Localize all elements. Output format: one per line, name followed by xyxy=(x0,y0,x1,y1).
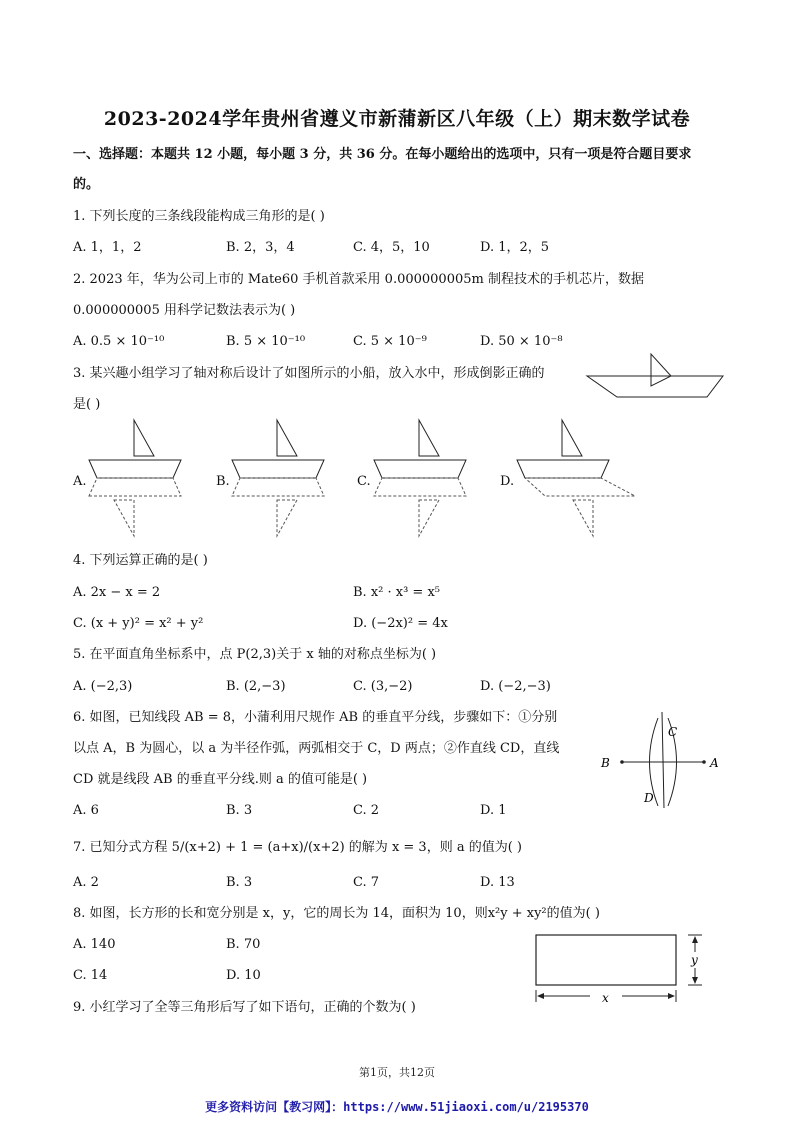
q7-option-b: B. 3 xyxy=(226,875,253,890)
q3-stem-line2: 是( ) xyxy=(73,397,101,412)
q8-stem: 8. 如图，长方形的长和宽分别是 x，y，它的周长为 14，面积为 10，则x²y + xy²的值为( ) xyxy=(73,906,600,921)
q8-height-label: y xyxy=(691,953,698,967)
q5-option-d: D. (−2,−3) xyxy=(480,679,551,694)
q1-option-b: B. 2，3，4 xyxy=(226,240,295,255)
q6-point-c-label: C xyxy=(668,725,678,739)
q6-stem-line2: 以点 A，B 为圆心，以 a 为半径作弧，两弧相交于 C，D 两点；②作直线 CD，直线 xyxy=(73,741,560,756)
q5-option-c: C. (3,−2) xyxy=(353,679,413,694)
q4-option-c: C. (x + y)² = x² + y² xyxy=(73,616,204,631)
q2-stem-line2: 0.000000005 用科学记数法表示为( ) xyxy=(73,303,296,318)
q4-stem: 4. 下列运算正确的是( ) xyxy=(73,553,208,568)
q3-option-c-label: C. xyxy=(357,474,371,489)
q8-option-a: A. 140 xyxy=(73,937,116,952)
q2-option-d: D. 50 × 10⁻⁸ xyxy=(480,334,563,349)
q6-point-b-label: B xyxy=(601,756,610,770)
q6-option-b: B. 3 xyxy=(226,803,253,818)
q3-stem-line1: 3. 某兴趣小组学习了轴对称后设计了如图所示的小船，放入水中，形成倒影正确的 xyxy=(73,366,545,381)
q8-option-c: C. 14 xyxy=(73,968,108,983)
q4-option-b: B. x² · x³ = x⁵ xyxy=(353,585,441,600)
q1-option-c: C. 4，5，10 xyxy=(353,240,430,255)
q7-option-d: D. 13 xyxy=(480,875,515,890)
q3-option-d-label: D. xyxy=(500,474,515,489)
page-number: 第1页，共12页 xyxy=(359,1066,435,1079)
q1-option-a: A. 1，1，2 xyxy=(73,240,142,255)
q6-perpendicular-bisector-figure xyxy=(596,710,726,810)
q8-option-b: B. 70 xyxy=(226,937,261,952)
q1-stem: 1. 下列长度的三条线段能构成三角形的是( ) xyxy=(73,209,325,224)
q6-option-a: A. 6 xyxy=(73,803,99,818)
q1-option-d: D. 1，2，5 xyxy=(480,240,550,255)
q3-option-b-figure xyxy=(230,418,340,538)
q5-option-b: B. (2,−3) xyxy=(226,679,286,694)
q2-option-c: C. 5 × 10⁻⁹ xyxy=(353,334,427,349)
q9-stem: 9. 小红学习了全等三角形后写了如下语句，正确的个数为( ) xyxy=(73,1000,416,1015)
page-title: 2023-2024学年贵州省遵义市新蒲新区八年级（上）期末数学试卷 xyxy=(103,108,691,130)
q4-option-d: D. (−2x)² = 4x xyxy=(353,616,448,631)
q4-option-a: A. 2x − x = 2 xyxy=(73,585,161,600)
q3-option-b-label: B. xyxy=(216,474,230,489)
q5-option-a: A. (−2,3) xyxy=(73,679,133,694)
q6-stem-line3: CD 就是线段 AB 的垂直平分线.则 a 的值可能是( ) xyxy=(73,772,368,787)
section-header-line1: 一、选择题：本题共 12 小题，每小题 3 分，共 36 分。在每小题给出的选项中，只有一项是符合题目要求 xyxy=(73,147,692,162)
q5-stem: 5. 在平面直角坐标系中，点 P(2,3)关于 x 轴的对称点坐标为( ) xyxy=(73,647,437,662)
q7-option-a: A. 2 xyxy=(73,875,99,890)
q3-option-a-figure xyxy=(87,418,197,538)
q8-option-d: D. 10 xyxy=(226,968,261,983)
q3-option-d-figure xyxy=(515,418,645,538)
q3-reference-boat-figure xyxy=(585,352,725,402)
q8-rectangle-figure xyxy=(530,930,710,1010)
q2-option-a: A. 0.5 × 10⁻¹⁰ xyxy=(73,334,165,349)
q2-stem-line1: 2. 2023 年，华为公司上市的 Mate60 手机首款采用 0.000000005m 制程技术的手机芯片，数据 xyxy=(73,272,644,287)
section-header-line2: 的。 xyxy=(73,177,100,192)
q6-point-d-label: D xyxy=(644,791,654,805)
q2-option-b: B. 5 × 10⁻¹⁰ xyxy=(226,334,306,349)
q8-width-label: x xyxy=(602,991,609,1005)
q6-option-c: C. 2 xyxy=(353,803,380,818)
q3-option-a-label: A. xyxy=(73,474,87,489)
q6-point-a-label: A xyxy=(710,756,719,770)
q6-option-d: D. 1 xyxy=(480,803,507,818)
q3-option-c-figure xyxy=(372,418,482,538)
q7-option-c: C. 7 xyxy=(353,875,380,890)
footer-resource-link[interactable]: 更多资料访问【教习网】：https://www.51jiaoxi.com/u/2195370 xyxy=(205,1100,589,1114)
q6-stem-line1: 6. 如图，已知线段 AB = 8，小蒲利用尺规作 AB 的垂直平分线，步骤如下：①分别 xyxy=(73,710,558,725)
q7-stem: 7. 已知分式方程 5/(x+2) + 1 = (a+x)/(x+2) 的解为 x = 3，则 a 的值为( ) xyxy=(73,840,522,855)
